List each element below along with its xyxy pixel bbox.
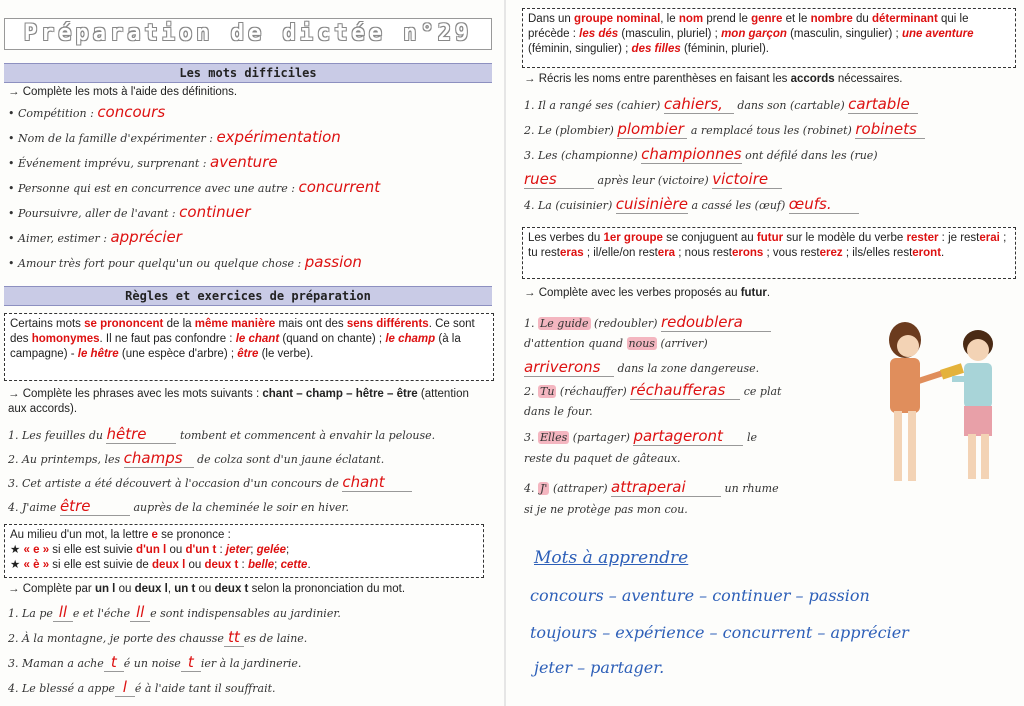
- definition-answer: aventure: [210, 153, 278, 171]
- rule-emphasis: erez: [819, 247, 843, 259]
- rule-emphasis: eras: [559, 247, 584, 259]
- accord-sentence: [524, 170, 782, 189]
- l-t-sentence: [8, 653, 301, 672]
- instruction-text: → Complète les phrases avec les mots suivants :: [8, 388, 260, 400]
- sentence-answer: champs: [124, 449, 194, 468]
- rule-emphasis: déterminant: [871, 13, 938, 25]
- rule-emphasis: rester: [906, 232, 939, 244]
- homonym-sentence: [8, 473, 412, 492]
- sentence-answer: hêtre: [106, 425, 176, 444]
- definition-answer: continuer: [179, 203, 251, 221]
- rule-emphasis: era: [657, 247, 676, 259]
- rule-text: Certains mots: [10, 318, 81, 330]
- sentence-text: 1.: [524, 317, 535, 330]
- rule-example: cette: [280, 559, 308, 571]
- sentence-text: un rhume: [724, 482, 779, 495]
- bullet-icon: •: [8, 207, 15, 220]
- rule-text: de la: [166, 318, 192, 330]
- future-sentence: [524, 313, 771, 332]
- girl-figure: [889, 322, 964, 481]
- sentence-answer: cuisinière: [615, 195, 688, 213]
- sentence-text: de colza sont d'un jaune éclatant.: [197, 453, 385, 466]
- future-sentence: [524, 405, 593, 418]
- rule-text: se prononce :: [161, 529, 231, 541]
- boy-figure: [952, 330, 993, 479]
- instruction-text: → Récris les noms entre parenthèses en faisant les: [524, 73, 788, 85]
- bullet-icon: •: [8, 132, 15, 145]
- sentence-answer: cartable: [848, 95, 918, 114]
- sentence-answer: redoublera: [661, 313, 771, 332]
- instruction-text: nécessaires.: [837, 73, 903, 85]
- sentence-text: (partager): [572, 431, 630, 444]
- sentence-text: 4.: [524, 482, 535, 495]
- instruction-bold: accords: [790, 73, 835, 85]
- definition-row: [8, 178, 380, 196]
- rule-text: (masculin, singulier) ;: [790, 28, 899, 40]
- sentence-text: 2.: [524, 385, 535, 398]
- rule-emphasis: d'un l: [136, 544, 167, 556]
- right-page: [510, 0, 1024, 706]
- children-illustration: [860, 318, 1020, 498]
- words-line-3: jeter – partager.: [534, 658, 665, 677]
- page-title: Préparation de dictée n°29: [23, 21, 473, 46]
- sentence-text: 1. Les feuilles du: [8, 429, 103, 442]
- definition-answer: concours: [97, 103, 166, 121]
- sentence-answer: ll: [130, 603, 150, 622]
- definition-text: Événement imprévu, surprenant :: [18, 157, 207, 170]
- l-t-sentence: [8, 628, 307, 647]
- sentence-text: si je ne protège pas mon cou.: [524, 503, 688, 516]
- rule-emphasis: deux l: [152, 559, 186, 571]
- instruction-text: ou: [198, 583, 212, 595]
- accord-sentence: [524, 145, 878, 164]
- instruction-text: (attention aux accords).: [8, 388, 469, 415]
- rule-box-noun-group: [522, 8, 1016, 68]
- rule-emphasis: même manière: [194, 318, 276, 330]
- sentence-text: 3. Cet artiste a été découvert à l'occasion d'un concours de: [8, 477, 339, 490]
- instruction-bold: futur: [740, 287, 767, 299]
- rule-example: gelée: [256, 544, 287, 556]
- rule-text: ou: [188, 559, 202, 571]
- bullet-icon: •: [8, 232, 15, 245]
- sentence-text: 4. La (cuisinier): [524, 199, 613, 212]
- rule-emphasis: e: [151, 529, 158, 541]
- sentence-answer: partageront: [633, 427, 743, 446]
- subject-highlight: Le guide: [540, 317, 589, 330]
- rule-emphasis: homonymes: [31, 333, 100, 345]
- section-heading-difficult-words: Les mots difficiles: [4, 63, 492, 83]
- sentence-text: auprès de la cheminée le soir en hiver.: [133, 501, 350, 514]
- sentence-text: tombent et commencent à envahir la pelouse.: [179, 429, 436, 442]
- l-t-sentence: [8, 678, 276, 697]
- rule-emphasis: d'un t: [185, 544, 217, 556]
- rule-text: Dans un: [528, 13, 571, 25]
- bullet-icon: •: [8, 157, 15, 170]
- rule-box-homonyms: [4, 313, 494, 381]
- subject-highlight: nous: [628, 337, 655, 350]
- page-fold: [504, 0, 506, 706]
- subject-highlight: J': [540, 482, 548, 495]
- l-t-sentence: [8, 603, 341, 622]
- instruction-bold: un l: [94, 583, 116, 595]
- sentence-text: e sont indispensables au jardinier.: [150, 607, 341, 620]
- subject-highlight: Tu: [540, 385, 555, 398]
- sentence-text: é à l'aide tant il souffrait.: [134, 682, 276, 695]
- sentence-answer: être: [60, 497, 130, 516]
- rule-text: (féminin, singulier) ;: [528, 43, 629, 55]
- sentence-answer: victoire: [712, 170, 782, 189]
- rule-emphasis: deux t: [204, 559, 239, 571]
- rule-box-letter-e: [4, 524, 484, 578]
- sentence-text: 1. La pe: [8, 607, 53, 620]
- rule-text: :: [941, 232, 945, 244]
- rule-emphasis: groupe nominal: [574, 13, 661, 25]
- instruction-text: ,: [167, 583, 172, 595]
- sentence-answer: œufs.: [789, 195, 859, 214]
- rule-emphasis: erons: [731, 247, 764, 259]
- sentence-answer: chant: [342, 473, 412, 492]
- sentence-answer: championnes: [641, 145, 742, 163]
- sentence-text: dans son (cartable): [737, 99, 845, 112]
- instruction-homonyms: [8, 387, 488, 417]
- rule-text: (féminin, pluriel).: [683, 43, 769, 55]
- homonym-sentence: [8, 449, 384, 468]
- rule-example: une aventure: [901, 28, 974, 40]
- rule-text: . Ce sont des: [10, 318, 475, 345]
- rule-text: Au milieu d'un mot, la lettre: [10, 529, 149, 541]
- accord-sentence: [524, 195, 859, 214]
- rule-emphasis: eront: [912, 247, 942, 259]
- sentence-text: après leur (victoire): [597, 174, 709, 187]
- rule-emphasis: sens différents: [346, 318, 429, 330]
- rule-text: ; tu rest: [528, 232, 1007, 259]
- instruction-text: → Complète par: [8, 583, 92, 595]
- instruction-text: .: [766, 287, 771, 299]
- rule-text: (quand on chante) ;: [282, 333, 383, 345]
- rule-text: prend le: [706, 13, 748, 25]
- sentence-text: le: [746, 431, 757, 444]
- sentence-answer: t: [104, 653, 124, 672]
- subject-highlight: Elles: [540, 431, 568, 444]
- sentence-answer: tt: [224, 628, 244, 647]
- definition-answer: passion: [304, 253, 362, 271]
- definition-answer: concurrent: [298, 178, 381, 196]
- rule-text: ;: [274, 559, 278, 571]
- definition-row: [8, 128, 341, 146]
- bullet-icon: •: [8, 107, 15, 120]
- future-sentence: [524, 452, 681, 465]
- future-sentence: [524, 381, 781, 400]
- sentence-answer: plombier: [617, 120, 687, 139]
- definition-row: [8, 153, 278, 171]
- rule-emphasis: erai: [979, 232, 1000, 244]
- sentence-text: (redoubler): [594, 317, 658, 330]
- rule-text: je rest: [948, 232, 980, 244]
- sentence-answer: cahiers,: [664, 95, 734, 114]
- rule-box-future: [522, 227, 1016, 279]
- definition-text: Personne qui est en concurrence avec une autre :: [18, 182, 295, 195]
- sentence-text: 3. Maman a ache: [8, 657, 104, 670]
- sentence-answer: rues: [524, 170, 594, 189]
- sentence-text: 3.: [524, 431, 535, 444]
- future-sentence: [524, 337, 708, 350]
- rule-example: mon garçon: [721, 28, 787, 40]
- sentence-answer: arriverons: [524, 358, 614, 377]
- words-to-learn-heading: Mots à apprendre: [534, 548, 689, 568]
- instruction-bold: deux l: [134, 583, 168, 595]
- rule-text: :: [241, 559, 245, 571]
- sentence-text: é un noise: [123, 657, 181, 670]
- sentence-text: ont défilé dans les (rue): [745, 149, 878, 162]
- rule-text: .: [941, 247, 945, 259]
- instruction-l-t: [8, 583, 405, 595]
- definition-text: Aimer, estimer :: [18, 232, 107, 245]
- instruction-words: chant – champ – hêtre – être: [262, 388, 418, 400]
- sentence-text: 4. Le blessé a appe: [8, 682, 115, 695]
- definition-text: Amour très fort pour quelqu'un ou quelque chose :: [18, 257, 302, 270]
- definition-row: [8, 253, 362, 271]
- accord-sentence: [524, 120, 925, 139]
- left-page: [0, 0, 500, 706]
- rule-text: ; vous rest: [766, 247, 820, 259]
- sentence-text: e et l'éche: [72, 607, 131, 620]
- homonym-sentence: [8, 497, 349, 516]
- rule-emphasis: 1er groupe: [603, 232, 663, 244]
- sentence-text: 1. Il a rangé ses (cahier): [524, 99, 661, 112]
- rule-text: du: [855, 13, 869, 25]
- definition-row: [8, 103, 165, 121]
- instruction-text: ou: [118, 583, 132, 595]
- accord-sentence: [524, 95, 918, 114]
- sentence-text: 2. Le (plombier): [524, 124, 614, 137]
- sentence-text: 2. Au printemps, les: [8, 453, 121, 466]
- sentence-answer: ll: [53, 603, 73, 622]
- rule-example: jeter: [225, 544, 251, 556]
- rule-emphasis: « e »: [23, 544, 50, 556]
- sentence-text: 3. Les (championne): [524, 149, 638, 162]
- rule-text: ou: [169, 544, 183, 556]
- rule-text: sur le modèle du verbe: [786, 232, 904, 244]
- homonym-sentence: [8, 425, 435, 444]
- rule-example: le champ: [385, 333, 436, 345]
- instruction-future: [524, 287, 770, 299]
- rule-emphasis: nombre: [810, 13, 853, 25]
- rule-text: . Il ne faut pas confondre :: [99, 333, 233, 345]
- rule-example: les dés: [579, 28, 619, 40]
- title-box: [4, 18, 492, 50]
- sentence-text: ier à la jardinerie.: [200, 657, 302, 670]
- sentence-text: a remplacé tous les (robinet): [690, 124, 852, 137]
- rule-example: belle: [247, 559, 275, 571]
- rule-example: des filles: [631, 43, 681, 55]
- rule-text: ; il/elle/on rest: [586, 247, 658, 259]
- sentence-answer: attraperai: [611, 478, 721, 497]
- sentence-answer: robinets: [855, 120, 925, 139]
- sentence-text: dans la zone dangereuse.: [617, 362, 760, 375]
- sentence-text: reste du paquet de gâteaux.: [524, 452, 681, 465]
- sentence-text: dans le four.: [524, 405, 593, 418]
- sentence-text: a cassé les (œuf): [691, 199, 786, 212]
- bullet-icon: ★: [10, 544, 21, 556]
- rule-example: le hêtre: [77, 348, 119, 360]
- rule-text: (une espèce d'arbre) ;: [121, 348, 235, 360]
- rule-text: ; nous rest: [678, 247, 732, 259]
- rule-text: et le: [785, 13, 808, 25]
- rule-text: .: [307, 559, 311, 571]
- words-line-2: toujours – expérience – concurrent – apprécier: [530, 623, 909, 642]
- sentence-answer: l: [115, 678, 135, 697]
- rule-text: ; ils/elles rest: [845, 247, 913, 259]
- rule-text: :: [219, 544, 223, 556]
- rule-emphasis: se prononcent: [84, 318, 164, 330]
- rule-emphasis: genre: [751, 13, 783, 25]
- instruction-text: → Complète avec les verbes proposés au: [524, 287, 738, 299]
- definition-answer: expérimentation: [216, 128, 341, 146]
- definition-text: Nom de la famille d'expérimenter :: [18, 132, 213, 145]
- bullet-icon: •: [8, 257, 15, 270]
- rule-text: se conjuguent au: [666, 232, 754, 244]
- sentence-text: (attraper): [552, 482, 608, 495]
- rule-example: être: [237, 348, 259, 360]
- rule-text: Les verbes du: [528, 232, 601, 244]
- definition-answer: apprécier: [110, 228, 182, 246]
- rule-text: (à la campagne) -: [10, 333, 461, 360]
- rule-text: mais ont des: [278, 318, 344, 330]
- rule-text: qui le précède :: [528, 13, 969, 40]
- sentence-text: 4. J'aime: [8, 501, 57, 514]
- instruction-bold: deux t: [214, 583, 249, 595]
- rule-text: ;: [250, 544, 254, 556]
- definition-row: [8, 228, 182, 246]
- rule-text: , le: [660, 13, 676, 25]
- bullet-icon: ★: [10, 559, 21, 571]
- rule-text: (masculin, pluriel) ;: [621, 28, 718, 40]
- bullet-icon: •: [8, 182, 15, 195]
- instruction-accords: [524, 73, 902, 85]
- definition-text: Compétition :: [18, 107, 94, 120]
- future-sentence: [524, 503, 688, 516]
- rule-emphasis: futur: [756, 232, 784, 244]
- words-line-1: concours – aventure – continuer – passion: [530, 586, 870, 605]
- rule-text: ;: [286, 544, 290, 556]
- sentence-text: ce plat: [743, 385, 782, 398]
- instruction-bold: un t: [174, 583, 196, 595]
- future-sentence: [524, 358, 759, 377]
- sentence-text: (réchauffer): [559, 385, 627, 398]
- rule-text: si elle est suivie: [52, 544, 133, 556]
- rule-example: le chant: [235, 333, 280, 345]
- definition-row: [8, 203, 251, 221]
- definition-text: Poursuivre, aller de l'avant :: [18, 207, 176, 220]
- sentence-text: (arriver): [660, 337, 708, 350]
- instruction-definitions: → Complète les mots à l'aide des définitions.: [8, 86, 238, 98]
- sentence-text: d'attention quand: [524, 337, 624, 350]
- sentence-text: 2. À la montagne, je porte des chausse: [8, 632, 224, 645]
- section-heading-rules: Règles et exercices de préparation: [4, 286, 492, 306]
- sentence-answer: réchaufferas: [630, 381, 740, 400]
- sentence-text: es de laine.: [243, 632, 308, 645]
- rule-text: si elle est suivie de: [52, 559, 149, 571]
- rule-emphasis: nom: [678, 13, 704, 25]
- sentence-answer: t: [181, 653, 201, 672]
- rule-text: (le verbe).: [261, 348, 314, 360]
- instruction-text: selon la prononciation du mot.: [251, 583, 406, 595]
- future-sentence: [524, 478, 779, 497]
- future-sentence: [524, 427, 757, 446]
- rule-emphasis: « è »: [23, 559, 50, 571]
